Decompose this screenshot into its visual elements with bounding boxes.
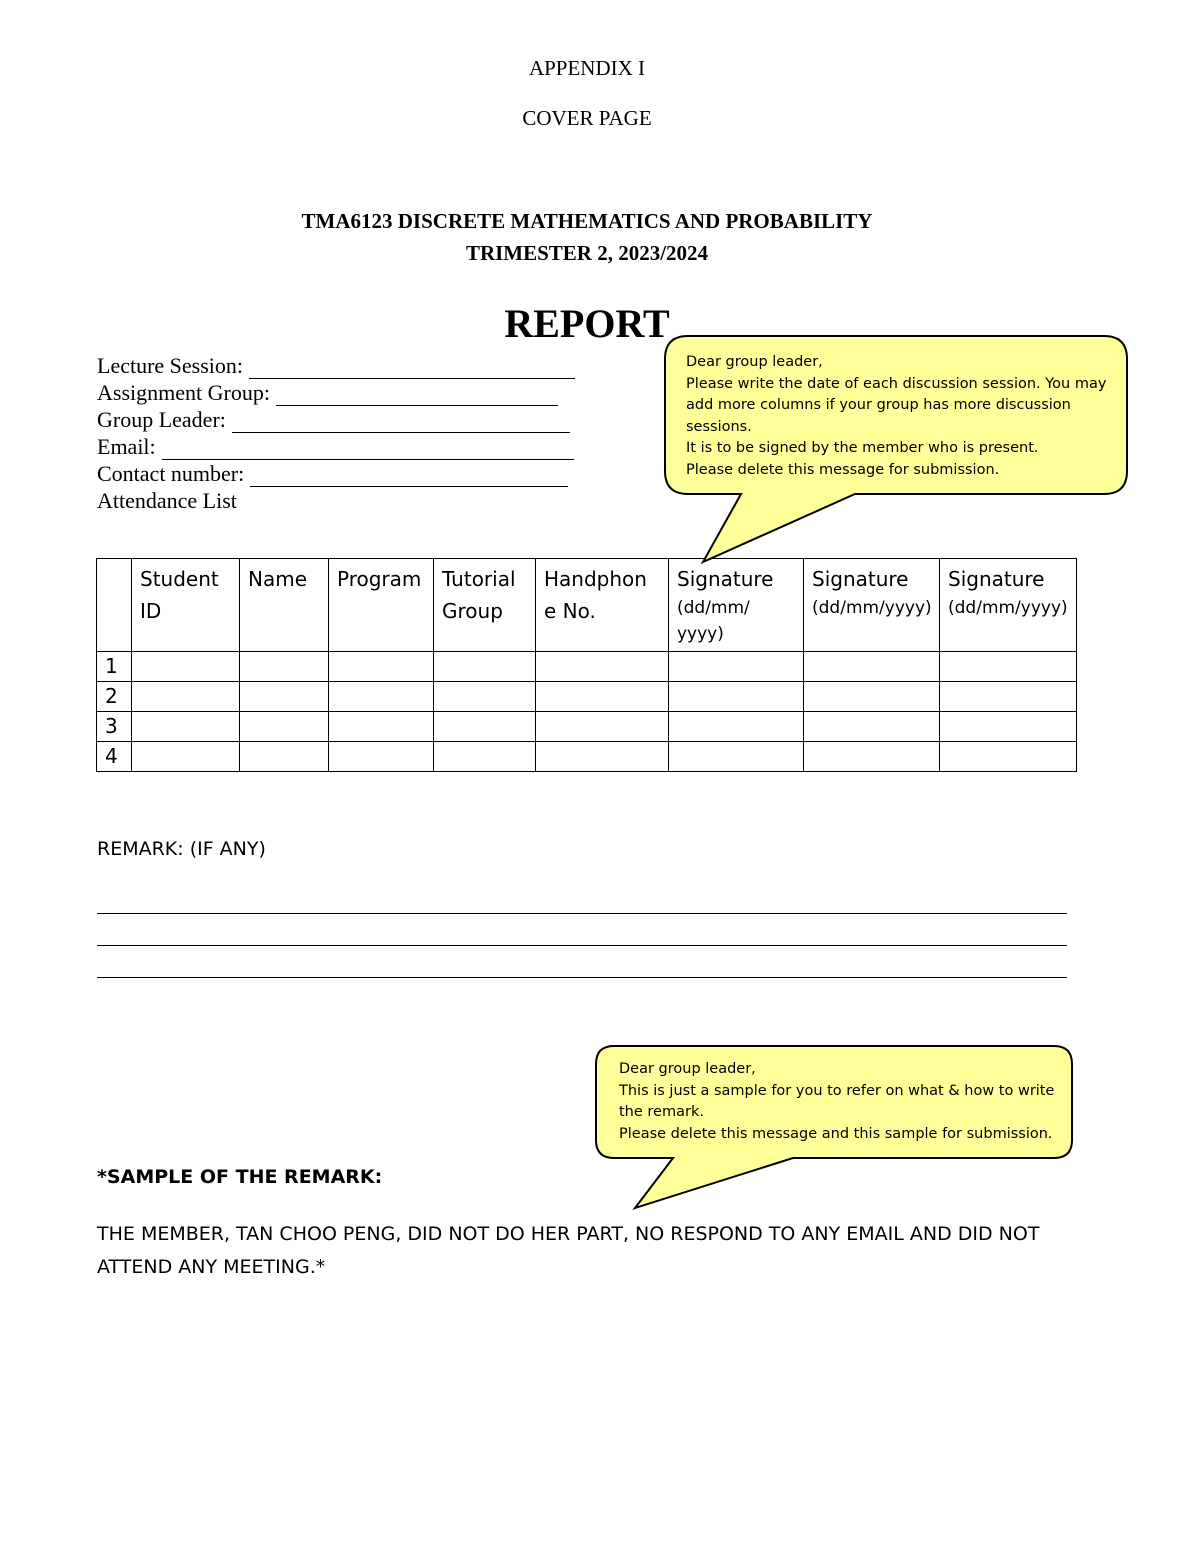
top-callout-text: Dear group leader, Please write the date of each discussion session. You may add more columns if your group has more discussion sessions. It is to be signed by the member who is present. Please delete this message for submission. xyxy=(686,354,1107,478)
sample-heading: *SAMPLE OF THE REMARK: xyxy=(97,1166,383,1188)
cover-page-title: COVER PAGE xyxy=(522,106,652,130)
row-number: 4 xyxy=(97,742,132,772)
remark-label: REMARK: (IF ANY) xyxy=(97,838,266,860)
header-name: Name xyxy=(240,559,329,652)
header-signature-3: Signature (dd/mm/yyyy) xyxy=(940,559,1077,652)
header-handphone: Handphon e No. xyxy=(536,559,669,652)
header-tutorial-group: Tutorial Group xyxy=(434,559,536,652)
appendix-title: APPENDIX I xyxy=(528,56,646,80)
assignment-group-label: Assignment Group: xyxy=(97,380,270,405)
group-leader-label: Group Leader: xyxy=(97,407,226,432)
header-signature-2: Signature (dd/mm/yyyy) xyxy=(804,559,940,652)
sample-text: THE MEMBER, TAN CHOO PENG, DID NOT DO HER PART, NO RESPOND TO ANY EMAIL AND DID NOT ATTEND ANY MEETING.* xyxy=(97,1223,1040,1278)
contact-number-label: Contact number: xyxy=(97,461,245,486)
attendance-list-label: Attendance List xyxy=(97,488,237,513)
row-number: 2 xyxy=(97,682,132,712)
bottom-callout-text: Dear group leader, This is just a sample for you to refer on what & how to write the remark. Please delete this message and this sample for submission. xyxy=(619,1061,1055,1142)
email-label: Email: xyxy=(97,434,156,459)
lecture-session-label: Lecture Session: xyxy=(97,353,244,378)
course-title: TMA6123 DISCRETE MATHEMATICS AND PROBABILITY xyxy=(301,209,873,233)
header-student-id: Student ID xyxy=(132,559,240,652)
trimester-title: TRIMESTER 2, 2023/2024 xyxy=(465,241,709,265)
row-number: 1 xyxy=(97,652,132,682)
row-number: 3 xyxy=(97,712,132,742)
report-title: REPORT xyxy=(504,301,670,346)
header-program: Program xyxy=(329,559,434,652)
header-signature-1: Signature (dd/mm/ yyyy) xyxy=(669,559,804,652)
